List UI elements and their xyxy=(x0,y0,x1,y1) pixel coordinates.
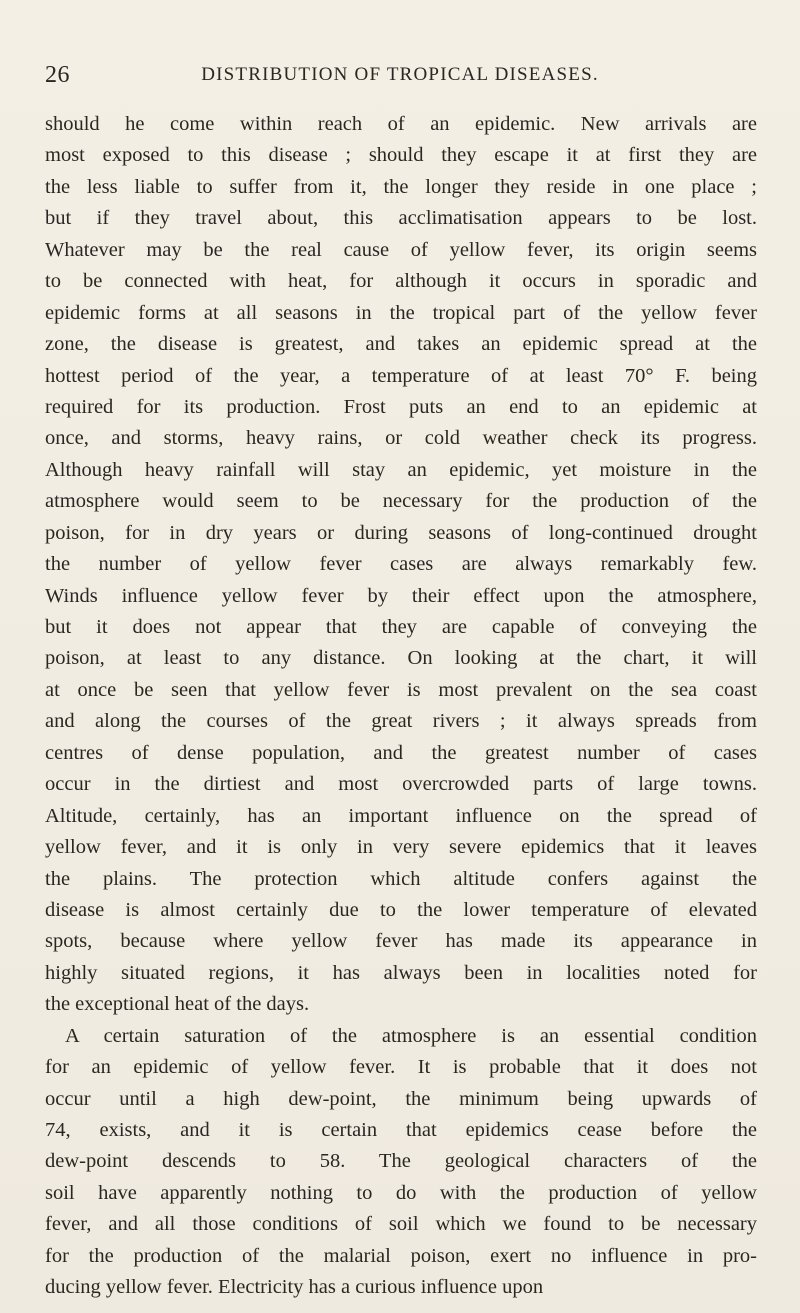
text-line: dew-point descends to 58. The geological characters of the xyxy=(45,1150,757,1173)
text-line: zone, the disease is greatest, and takes an epidemic spread at the xyxy=(45,333,757,356)
text-line: should he come within reach of an epidemic. New arrivals are xyxy=(45,113,757,135)
text-line: poison, at least to any distance. On looking at the chart, it will xyxy=(45,647,757,670)
text-line: poison, for in dry years or during seasons of long-continued drought xyxy=(45,521,757,544)
body-text xyxy=(45,109,757,1304)
text-line: centres of dense population, and the greatest number of cases xyxy=(45,741,757,764)
text-line: occur until a high dew-point, the minimum being upwards of xyxy=(45,1087,757,1110)
text-line: for an epidemic of yellow fever. It is probable that it does not xyxy=(45,1056,757,1079)
text-line: Although heavy rainfall will stay an epidemic, yet moisture in the xyxy=(45,458,757,481)
text-line: the plains. The protection which altitude confers against the xyxy=(45,867,757,890)
text-line: but if they travel about, this acclimatisation appears to be lost. xyxy=(45,207,757,230)
text-line: at once be seen that yellow fever is most prevalent on the sea coast xyxy=(45,678,757,701)
text-line: to be connected with heat, for although it occurs in sporadic and xyxy=(45,270,757,293)
text-line: soil have apparently nothing to do with the production of yellow xyxy=(45,1181,757,1204)
text-line: but it does not appear that they are capable of conveying the xyxy=(45,616,757,638)
text-line: Winds influence yellow fever by their effect upon the atmosphere, xyxy=(45,584,757,607)
text-line: occur in the dirtiest and most overcrowded parts of large towns. xyxy=(45,773,757,796)
text-line: yellow fever, and it is only in very severe epidemics that it leaves xyxy=(45,836,757,859)
text-line: spots, because where yellow fever has made its appearance in xyxy=(45,930,757,953)
text-line: the less liable to suffer from it, the longer they reside in one place ; xyxy=(45,175,757,198)
running-head: DISTRIBUTION OF TROPICAL DISEASES. xyxy=(201,64,599,85)
page-header xyxy=(45,62,755,92)
text-line: required for its production. Frost puts an end to an epidemic at xyxy=(45,395,757,418)
text-line: for the production of the malarial poison, exert no influence in pro- xyxy=(45,1244,757,1267)
paragraph xyxy=(45,1021,757,1304)
text-line: the exceptional heat of the days. xyxy=(45,993,310,1016)
text-line: 74, exists, and it is certain that epidemics cease before the xyxy=(45,1119,757,1141)
text-line: epidemic forms at all seasons in the tropical part of the yellow fever xyxy=(45,301,757,324)
paragraph xyxy=(45,109,757,1021)
text-line: highly situated regions, it has always been in localities noted for xyxy=(45,961,757,984)
text-line: once, and storms, heavy rains, or cold weather check its progress. xyxy=(45,427,757,450)
text-line: hottest period of the year, a temperature of at least 70° F. being xyxy=(45,364,757,387)
text-line: ducing yellow fever. Electricity has a curious influence upon xyxy=(45,1276,544,1299)
text-line: atmosphere would seem to be necessary for the production of the xyxy=(45,490,757,513)
text-line: Altitude, certainly, has an important influence on the spread of xyxy=(45,804,757,827)
page-number: 26 xyxy=(45,62,70,88)
text-line: and along the courses of the great rivers ; it always spreads from xyxy=(45,710,757,733)
text-line: disease is almost certainly due to the lower temperature of elevated xyxy=(45,898,757,921)
text-line: the number of yellow fever cases are always remarkably few. xyxy=(45,553,757,576)
text-line: most exposed to this disease ; should they escape it at first they are xyxy=(45,144,757,167)
text-line: fever, and all those conditions of soil which we found to be necessary xyxy=(45,1213,757,1236)
text-line: Whatever may be the real cause of yellow fever, its origin seems xyxy=(45,238,757,261)
text-line: A certain saturation of the atmosphere is an essential condition xyxy=(65,1024,757,1047)
